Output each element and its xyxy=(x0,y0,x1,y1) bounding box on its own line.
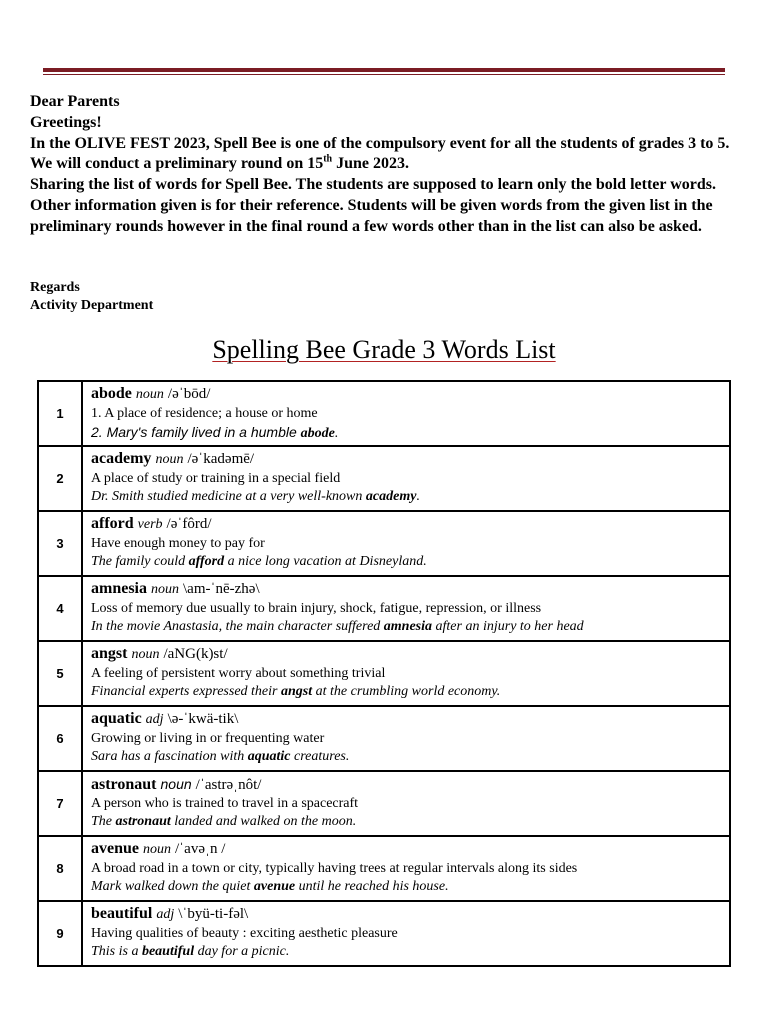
word-entry xyxy=(82,836,730,901)
spelling-word: afford xyxy=(91,515,134,532)
entry-headline xyxy=(91,709,729,730)
table-row xyxy=(38,771,730,836)
word-list-table xyxy=(37,380,731,967)
entry-number: 3 xyxy=(38,511,82,576)
table-row xyxy=(38,381,730,446)
pronunciation: /əˈkadəmē/ xyxy=(187,451,255,467)
example-text: This is a xyxy=(91,944,142,959)
definition: Have enough money to pay for xyxy=(91,536,265,551)
example-text-end: landed and walked on the moon. xyxy=(170,814,357,829)
table-row xyxy=(38,446,730,511)
word-list-body xyxy=(38,381,730,966)
table-row xyxy=(38,576,730,641)
pronunciation: /ˈavəˌn / xyxy=(175,841,226,857)
entry-number: 4 xyxy=(38,576,82,641)
announcement-text-end: June 2023. xyxy=(332,155,410,173)
spelling-word: amnesia xyxy=(91,580,147,597)
header-rule-thick xyxy=(43,68,725,72)
pronunciation: /əˈfôrd/ xyxy=(166,516,212,532)
example-text: Financial experts expressed their xyxy=(91,684,281,699)
example-text: The xyxy=(91,814,116,829)
example-text: The family could xyxy=(91,554,189,569)
example-text-end: day for a picnic. xyxy=(194,944,290,959)
page-title xyxy=(0,334,768,366)
part-of-speech: adj xyxy=(156,907,175,922)
word-entry xyxy=(82,511,730,576)
department-name: Activity Department xyxy=(30,298,154,313)
definition: A feeling of persistent worry about something trivial xyxy=(91,666,386,681)
entry-headline xyxy=(91,644,729,665)
entry-number: 1 xyxy=(38,381,82,446)
entry-number: 5 xyxy=(38,641,82,706)
entry-headline xyxy=(91,839,729,860)
spelling-word: beautiful xyxy=(91,905,153,922)
example-text: Dr. Smith studied medicine at a very well-known xyxy=(91,489,366,504)
entry-number: 6 xyxy=(38,706,82,771)
example-highlighted-word: afford xyxy=(188,554,225,569)
entry-headline xyxy=(91,449,729,470)
example-sentence xyxy=(91,813,729,831)
word-entry xyxy=(82,576,730,641)
example-text: In the movie Anastasia, the main character suffered xyxy=(91,619,384,634)
word-entry xyxy=(82,706,730,771)
example-highlighted-word: aquatic xyxy=(247,749,291,764)
entry-number: 7 xyxy=(38,771,82,836)
table-row xyxy=(38,511,730,576)
table-row xyxy=(38,706,730,771)
table-row xyxy=(38,901,730,966)
word-entry xyxy=(82,641,730,706)
example-highlighted-word: angst xyxy=(280,684,313,699)
definition: A person who is trained to travel in a spacecraft xyxy=(91,796,359,811)
example-highlighted-word: abode xyxy=(300,426,335,441)
entry-headline xyxy=(91,579,729,600)
example-text-end: at the crumbling world economy. xyxy=(312,684,501,699)
spelling-word: avenue xyxy=(91,840,139,857)
example-text-end: a nice long vacation at Disneyland. xyxy=(224,554,427,569)
example-highlighted-word: avenue xyxy=(253,879,296,894)
pronunciation: /aNG(k)st/ xyxy=(163,646,228,662)
example-highlighted-word: beautiful xyxy=(141,944,195,959)
example-sentence xyxy=(91,618,729,636)
spelling-word: angst xyxy=(91,645,128,662)
example-sentence xyxy=(91,683,729,701)
part-of-speech: noun xyxy=(131,647,160,662)
entry-headline xyxy=(91,384,729,405)
example-text: Sara has a fascination with xyxy=(91,749,248,764)
example-sentence xyxy=(91,423,729,443)
entry-headline xyxy=(91,774,729,795)
instructions-paragraph: Sharing the list of words for Spell Bee. The students are supposed to learn only the bold letter words. Other information given is for their reference. Students will be given words from the given list in the preliminary rounds however in the final round a few words other than in the list can also be asked. xyxy=(30,176,716,235)
word-entry xyxy=(82,446,730,511)
pronunciation: /ˈastrəˌnôt/ xyxy=(195,777,262,793)
spelling-word: academy xyxy=(91,450,152,467)
example-text-end: . xyxy=(416,489,420,504)
example-sentence xyxy=(91,488,729,506)
date-ordinal-suffix: th xyxy=(323,154,333,166)
announcement-paragraph xyxy=(30,134,742,176)
part-of-speech: adj xyxy=(145,712,164,727)
entry-number: 8 xyxy=(38,836,82,901)
parent-letter xyxy=(30,92,742,238)
pronunciation: \ˈbyü-ti-fəl\ xyxy=(178,906,249,922)
example-text-end: until he reached his house. xyxy=(295,879,449,894)
spelling-word: abode xyxy=(91,385,132,402)
example-text-end: . xyxy=(334,426,339,441)
page-title-text: Spelling Bee Grade 3 Words List xyxy=(212,335,556,364)
spelling-word: astronaut xyxy=(91,776,157,793)
announcement-text: In the OLIVE FEST 2023, Spell Bee is one of the compulsory event for all the students of grades 3 to 5. We will conduct a preliminary round on 15 xyxy=(30,134,730,173)
part-of-speech: noun xyxy=(143,842,171,857)
definition: Loss of memory due usually to brain injury, shock, fatigue, repression, or illness xyxy=(91,601,542,616)
part-of-speech: noun xyxy=(155,452,184,467)
part-of-speech: noun xyxy=(160,776,192,792)
definition: Growing or living in or frequenting water xyxy=(91,731,325,746)
entry-number: 2 xyxy=(38,446,82,511)
example-text-end: creatures. xyxy=(290,749,350,764)
pronunciation: \ə-ˈkwä-tik\ xyxy=(167,711,239,727)
definition: 1. A place of residence; a house or home xyxy=(91,406,318,421)
example-sentence xyxy=(91,553,729,571)
definition: A broad road in a town or city, typically having trees at regular intervals along its sides xyxy=(91,861,578,876)
example-text: 2. Mary's family lived in a humble xyxy=(91,424,301,440)
definition: A place of study or training in a special field xyxy=(91,471,341,486)
example-text: Mark walked down the quiet xyxy=(91,879,254,894)
pronunciation: \am-ˈnē-zhə\ xyxy=(183,581,260,597)
example-sentence xyxy=(91,943,729,961)
example-highlighted-word: academy xyxy=(365,489,417,504)
header-rule-thin xyxy=(43,74,725,75)
signature-block xyxy=(30,279,153,315)
table-row xyxy=(38,836,730,901)
part-of-speech: noun xyxy=(151,582,179,597)
example-text-end: after an injury to her head xyxy=(432,619,584,634)
table-row xyxy=(38,641,730,706)
entry-number: 9 xyxy=(38,901,82,966)
part-of-speech: noun xyxy=(135,387,164,402)
spelling-word: aquatic xyxy=(91,710,142,727)
part-of-speech: verb xyxy=(137,517,163,532)
definition: Having qualities of beauty : exciting aesthetic pleasure xyxy=(91,926,398,941)
word-entry xyxy=(82,771,730,836)
greeting: Greetings! xyxy=(30,113,102,131)
word-entry xyxy=(82,901,730,966)
regards-text: Regards xyxy=(30,280,80,295)
entry-headline xyxy=(91,514,729,535)
example-highlighted-word: amnesia xyxy=(383,619,433,634)
example-sentence xyxy=(91,878,729,896)
salutation: Dear Parents xyxy=(30,93,120,110)
pronunciation: /əˈbōd/ xyxy=(167,386,211,402)
example-highlighted-word: astronaut xyxy=(115,814,171,829)
word-entry xyxy=(82,381,730,446)
example-sentence xyxy=(91,748,729,766)
entry-headline xyxy=(91,904,729,925)
